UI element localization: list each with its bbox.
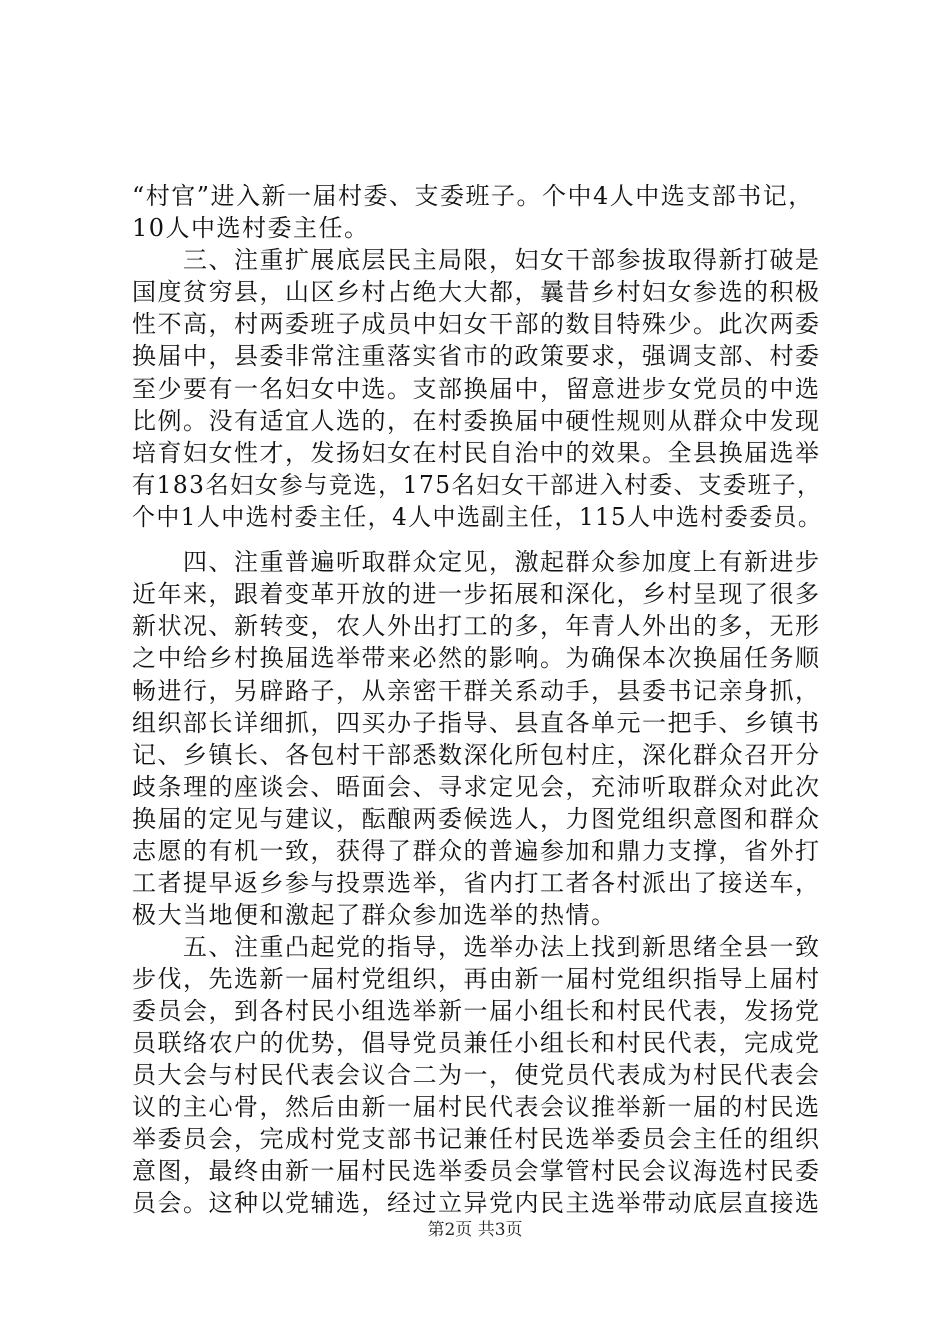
text-line: 员联络农户的优势，倡导党员兼任小组长和村民代表，完成党	[132, 1029, 821, 1057]
text-line: 委员会，到各村民小组选举新一届小组长和村民代表，发扬党	[132, 997, 821, 1025]
text-line: 组织部长详细抓，四买办子指导、县直各单元一把手、乡镇书	[132, 709, 821, 737]
text-line: 员会。这种以党辅选，经过立异党内民主选举带动底层直接选	[132, 1189, 821, 1217]
text-line: 有183名妇女参与竞选，175名妇女干部进入村委、支委班子，	[132, 471, 822, 499]
text-line: 意图，最终由新一届村民选举委员会掌管村民会议海选村民委	[132, 1157, 821, 1185]
text-line: 志愿的有机一致，获得了群众的普遍参加和鼎力支撑，省外打	[132, 837, 821, 865]
text-line: 举委员会，完成村党支部书记兼任村民选举委员会主任的组织	[132, 1125, 821, 1153]
text-line: 国度贫穷县，山区乡村占绝大大都，曩昔乡村妇女参选的积极	[132, 278, 821, 306]
text-line: 歧条理的座谈会、晤面会、寻求定见会，充沛听取群众对此次	[132, 773, 821, 801]
text-line: 换届的定见与建议，酝酿两委候选人，力图党组织意图和群众	[132, 805, 821, 833]
text-line: 10人中选村委主任。	[132, 214, 370, 242]
text-line: 近年来，跟着变革开放的进一步拓展和深化，乡村呈现了很多	[132, 580, 821, 608]
text-line: 四、注重普遍听取群众定见，激起群众参加度上有新进步	[132, 548, 821, 576]
text-line: 记、乡镇长、各包村干部悉数深化所包村庄，深化群众召开分	[132, 741, 821, 769]
text-line: 培育妇女性才，发扬妇女在村民自治中的效果。全县换届选举	[132, 439, 821, 467]
text-line: 换届中，县委非常注重落实省市的政策要求，强调支部、村委	[132, 342, 821, 370]
text-line: “村官”进入新一届村委、支委班子。个中4人中选支部书记，	[132, 182, 814, 210]
page-number: 第2页 共3页	[427, 1220, 523, 1240]
text-line: 三、注重扩展底层民主局限，妇女干部参拔取得新打破是	[132, 246, 821, 274]
text-line: 员大会与村民代表会议合二为一，使党员代表成为村民代表会	[132, 1061, 821, 1089]
text-line: 工者提早返乡参与投票选举，省内打工者各村派出了接送车，	[132, 869, 821, 897]
text-line: 步伐，先选新一届村党组织，再由新一届村党组织指导上届村	[132, 965, 821, 993]
text-line: 极大当地便和激起了群众参加选举的热情。	[132, 901, 617, 929]
text-line: 至少要有一名妇女中选。支部换届中，留意进步女党员的中选	[132, 375, 821, 403]
text-line: 畅进行，另辟路子，从亲密干群关系动手，县委书记亲身抓，	[132, 677, 821, 705]
text-line: 新状况、新转变，农人外出打工的多，年青人外出的多，无形	[132, 612, 821, 640]
text-line: 性不高，村两委班子成员中妇女干部的数目特殊少。此次两委	[132, 310, 821, 338]
text-line: 五、注重凸起党的指导，选举办法上找到新思绪全县一致	[132, 933, 821, 961]
text-line: 个中1人中选村委主任，4人中选副主任，115人中选村委委员。	[132, 503, 823, 531]
text-line: 之中给乡村换届选举带来必然的影响。为确保本次换届任务顺	[132, 644, 821, 672]
text-line: 比例。没有适宜人选的，在村委换届中硬性规则从群众中发现	[132, 407, 821, 435]
text-line: 议的主心骨，然后由新一届村民代表会议推举新一届的村民选	[132, 1093, 821, 1121]
